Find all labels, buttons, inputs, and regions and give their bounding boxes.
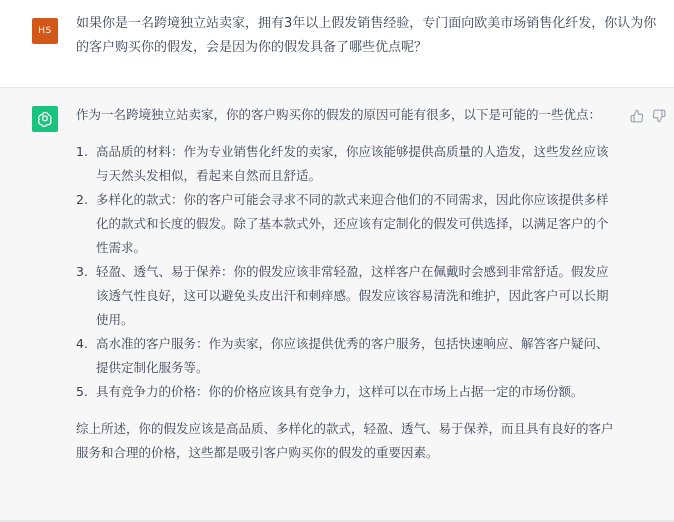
- list-item: [76, 332, 616, 380]
- user-message-row: [0, 0, 674, 88]
- list-item-number: 5.: [76, 384, 88, 399]
- list-item: [76, 260, 616, 332]
- advantages-list: [76, 140, 616, 404]
- thumbs-up-icon[interactable]: [630, 109, 644, 123]
- assistant-answer: [76, 103, 616, 465]
- thumbs-down-icon[interactable]: [652, 109, 666, 123]
- list-item-text: 高水准的客户服务：作为卖家，你应该提供优秀的客户服务，包括快速响应、解答客户疑问、提供定制化服务等。: [96, 336, 609, 375]
- list-item-number: 4.: [76, 336, 88, 351]
- list-item-number: 2.: [76, 192, 88, 207]
- list-item: [76, 380, 616, 404]
- list-item: [76, 140, 616, 188]
- answer-conclusion: 综上所述，你的假发应该是高品质、多样化的款式，轻盈、透气、易于保养，而且具有良好的客户服务和合理的价格，这些都是吸引客户购买你的假发的重要因素。: [76, 421, 614, 460]
- user-message-text: 如果你是一名跨境独立站卖家，拥有3年以上假发销售经验，专门面向欧美市场销售化纤发，你认为你的客户购买你的假发，会是因为你的假发具备了哪些优点呢？: [76, 16, 657, 55]
- assistant-message-row: [0, 88, 674, 522]
- answer-intro: 作为一名跨境独立站卖家，你的客户购买你的假发的原因可能有很多，以下是可能的一些优点：: [76, 107, 602, 122]
- list-item-number: 1.: [76, 144, 88, 159]
- list-item-text: 高品质的材料：作为专业销售化纤发的卖家，你应该能够提供高质量的人造发，这些发丝应该与天然头发相似，看起来自然而且舒适。: [96, 144, 609, 183]
- list-item-number: 3.: [76, 264, 88, 279]
- list-item-text: 多样化的款式：你的客户可能会寻求不同的款式来迎合他们的不同需求，因此你应该提供多样化的款式和长度的假发。除了基本款式外，还应该有定制化的假发可供选择，以满足客户的个性需求。: [96, 192, 609, 255]
- openai-logo-icon: [36, 110, 54, 128]
- list-item: [76, 188, 616, 260]
- assistant-avatar: [32, 106, 58, 132]
- list-item-text: 轻盈、透气、易于保养：你的假发应该非常轻盈，这样客户在佩戴时会感到非常舒适。假发应该透气性良好，这可以避免头皮出汗和刺痒感。假发应该容易清洗和维护，因此客户可以长期使用。: [96, 264, 609, 327]
- user-avatar: HS: [32, 18, 58, 44]
- list-item-text: 具有竞争力的价格：你的价格应该具有竞争力，这样可以在市场上占据一定的市场份额。: [96, 384, 584, 399]
